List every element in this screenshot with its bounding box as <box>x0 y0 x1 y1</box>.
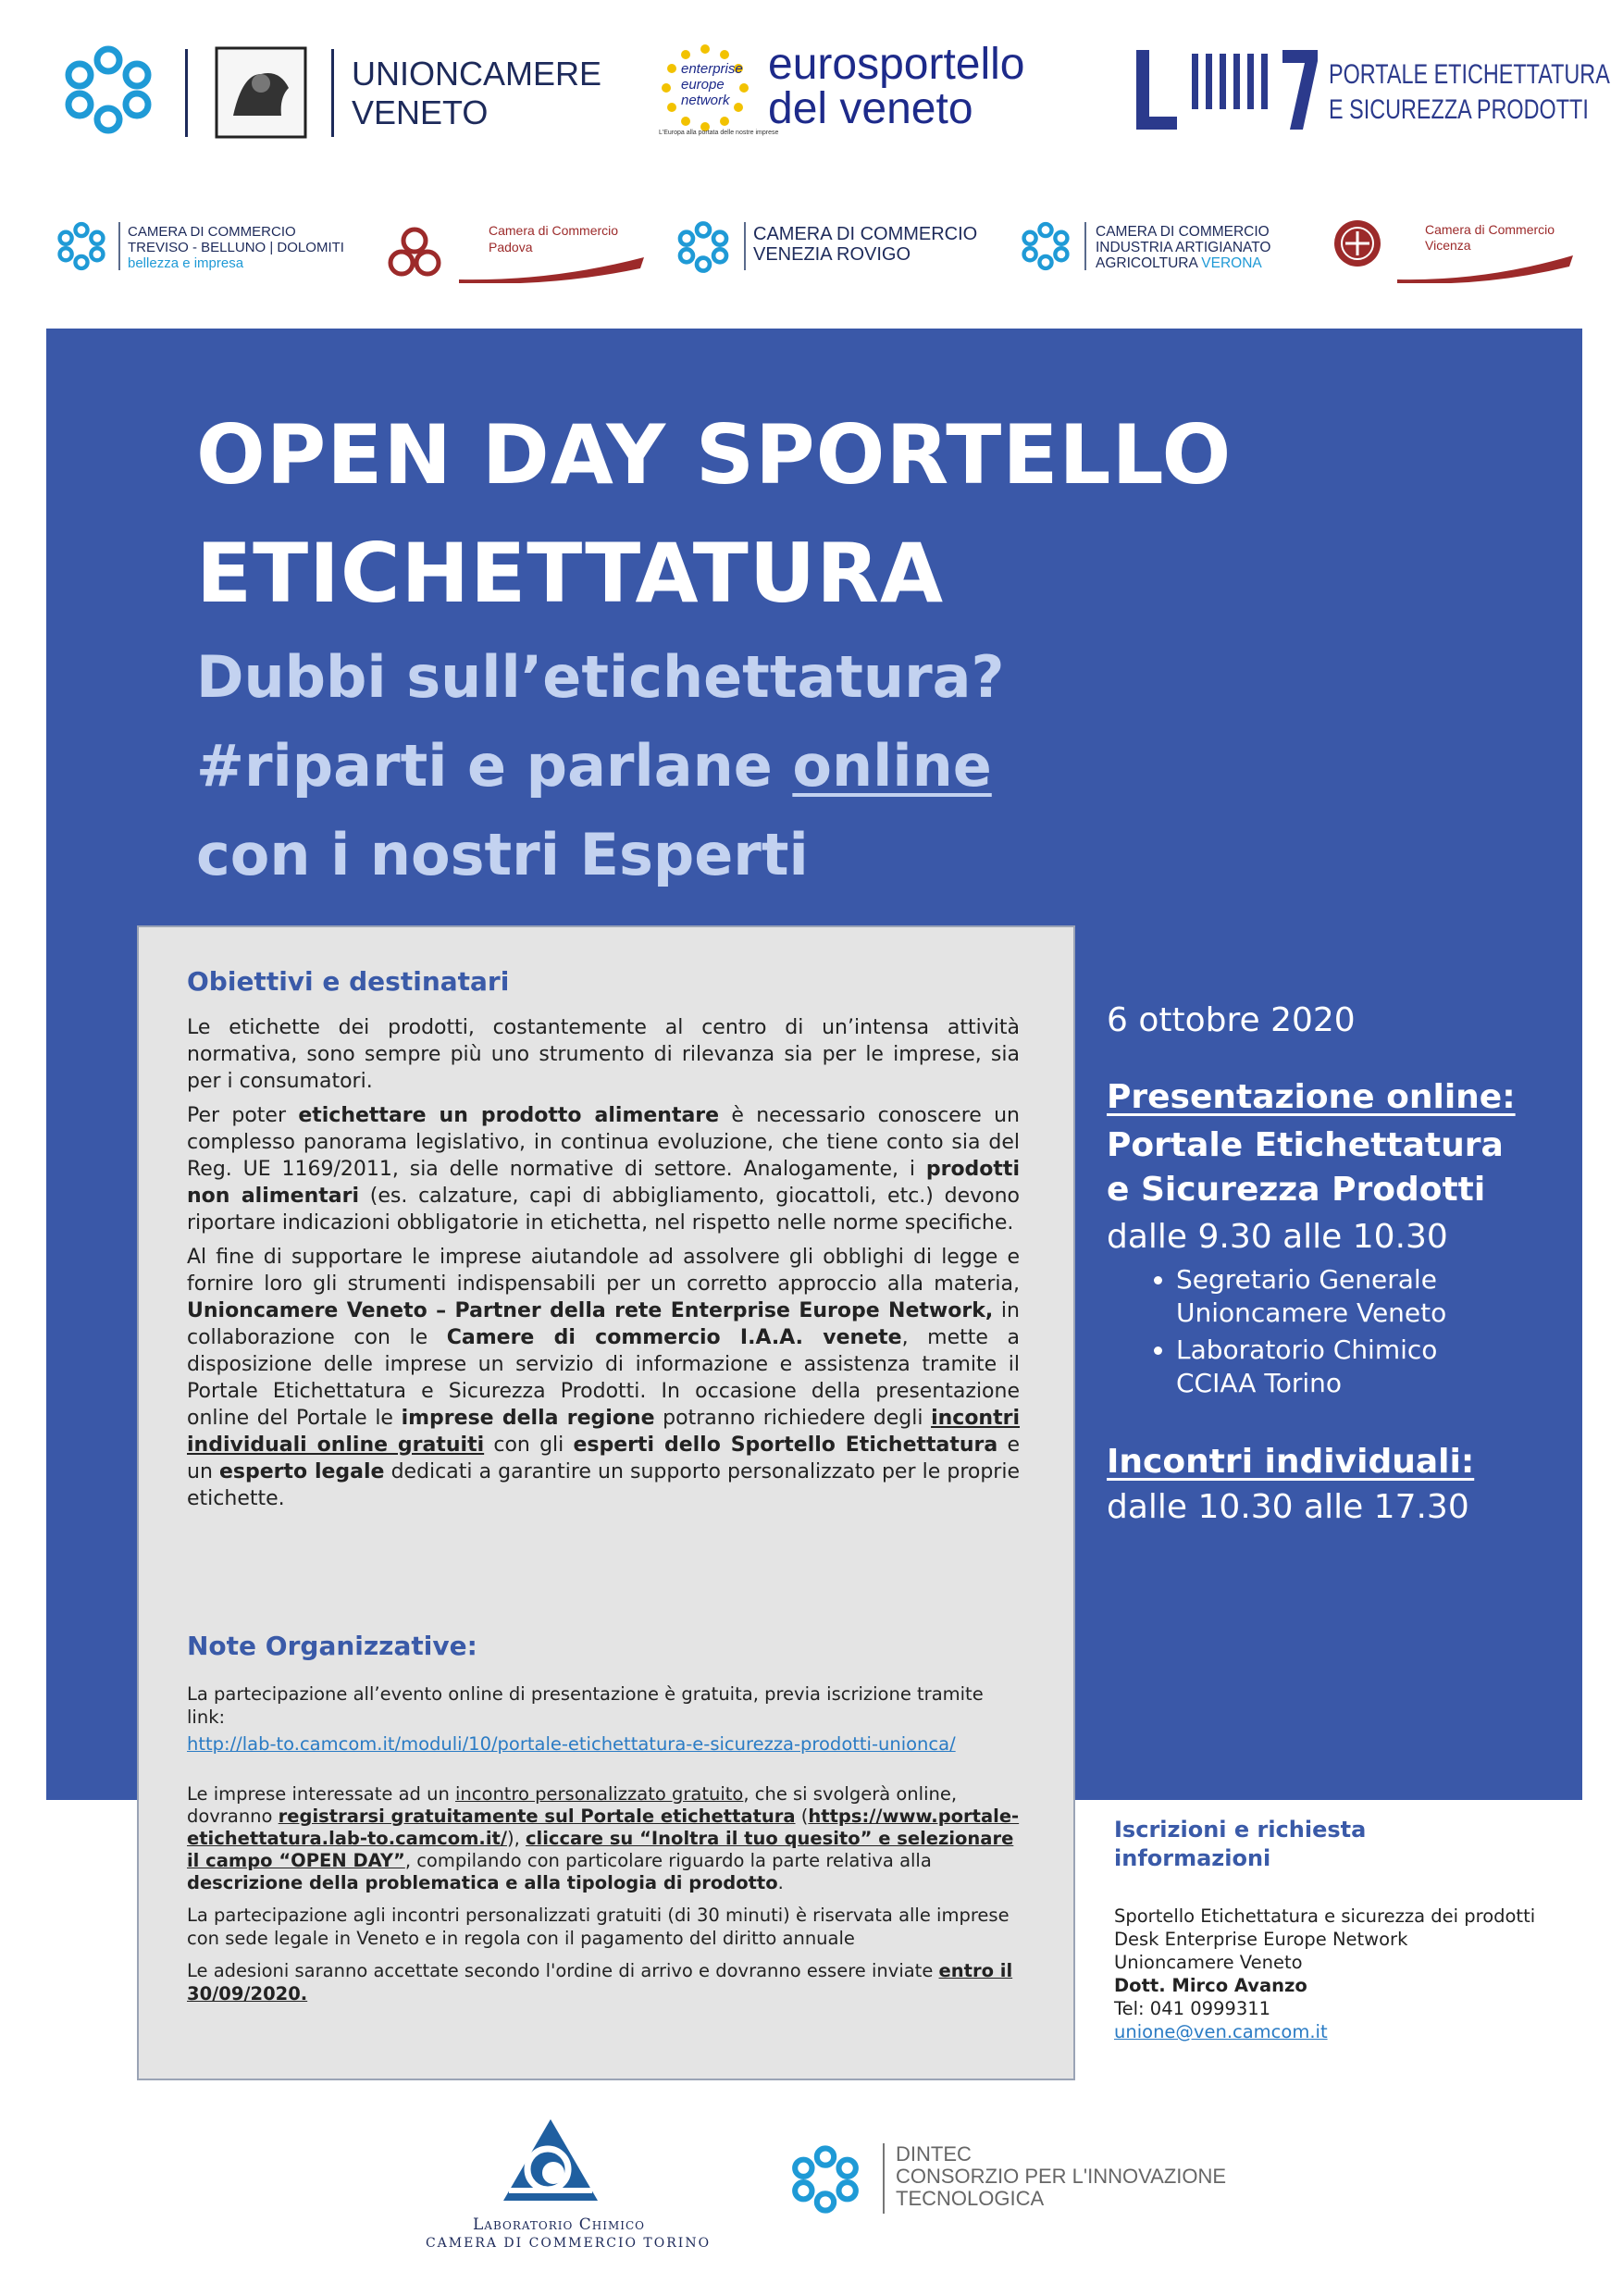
eurosportello-name: eurosportello <box>768 40 1025 89</box>
subtitle-line2: #riparti e parlane online <box>196 732 992 800</box>
portale-line1: PORTALE ETICHETTATURA <box>1329 59 1610 90</box>
padova-line1: Camera di Commercio <box>489 223 619 238</box>
info-heading: Iscrizioni e richiesta informazioni <box>1114 1817 1367 1871</box>
een-line2: europe <box>681 77 725 93</box>
note-body <box>187 1682 1020 2015</box>
unioncamere-region: VENETO <box>352 93 489 131</box>
note-paragraph-2: Le imprese interessate ad un incontro personalizzato gratuito, che si svolgerà online, dovranno registrarsi gratuitamente sul Portale etichettatura (https://www.portale-etichettatura.lab-to.camcom.it/), cliccare su “Inoltra il tuo quesito” e selezionare il campo “OPEN DAY”, compilando con particolare riguardo la parte relativa alla descrizione della problematica e alla tipologia di prodotto. <box>187 1783 1020 1893</box>
registration-link[interactable]: http://lab-to.camcom.it/moduli/10/portale-etichettatura-e-sicurezza-prodotti-unionca/ <box>187 1733 956 1755</box>
note-paragraph-1: La partecipazione all’evento online di presentazione è gratuita, previa iscrizione tramite link: <box>187 1683 984 1728</box>
incontri-heading: Incontri individuali: <box>1107 1443 1475 1481</box>
note-paragraph-3: La partecipazione agli incontri personalizzati gratuiti (di 30 minuti) è riservata alle imprese con sede legale in Veneto e in regola con il pagamento del diritto annuale <box>187 1905 1010 1949</box>
speaker-item: • Laboratorio Chimico CCIAA Torino <box>1176 1334 1560 1400</box>
cciaa-venezia-logo <box>674 218 1007 283</box>
treviso-line3: bellezza e impresa <box>128 255 244 271</box>
speakers-list <box>1107 1263 1560 1400</box>
treviso-line1: CAMERA DI COMMERCIO <box>128 224 296 240</box>
laboratorio-chimico-emblem-icon <box>500 2116 601 2208</box>
event-date: 6 ottobre 2020 <box>1107 1001 1356 1039</box>
venezia-line2: VENEZIA ROVIGO <box>753 244 911 265</box>
contact-name: Dott. Mirco Avanzo <box>1114 1975 1307 1996</box>
info-line: Unioncamere Veneto <box>1114 1952 1303 1973</box>
contact-phone: Tel: 041 0999311 <box>1114 1998 1271 2019</box>
obiettivi-paragraph-1: Le etichette dei prodotti, costantemente al centro di un’intensa attività normativa, sono sempre più uno strumento di rilevanza sia per le imprese, sia per i consumatori. <box>187 1016 1020 1093</box>
title-line2: ETICHETTATURA <box>196 526 945 621</box>
verona-line2: INDUSTRIA ARTIGIANATO <box>1096 240 1271 255</box>
presentazione-title-line1: Portale Etichettatura <box>1107 1126 1504 1164</box>
obiettivi-heading: Obiettivi e destinatari <box>187 966 510 997</box>
cciaa-padova-logo <box>385 218 644 292</box>
een-line3: network <box>681 93 730 108</box>
page-title <box>196 396 1445 633</box>
speaker-item: • Segretario Generale Unioncamere Veneto <box>1176 1263 1560 1330</box>
deadline: entro il 30/09/2020. <box>187 1960 1013 2004</box>
obiettivi-body <box>187 1014 1020 1520</box>
contact-email[interactable]: unione@ven.camcom.it <box>1114 2021 1328 2042</box>
obiettivi-paragraph-3: Al fine di supportare le imprese aiutandole ad assolvere gli obblighi di legge e fornire loro gli strumenti indispensabili per un corretto approccio alla materia, Unioncamere Veneto – Partner della rete Enterprise Europe Network, in collaborazione con le Camere di commercio I.A.A. venete, mette a disposizione delle imprese un servizio di informazione e assistenza tramite il Portale Etichettatura e Sicurezza Prodotti. In occasione della presentazione online del Portale le imprese della regione potranno richiedere degli incontri individuali online gratuiti con gli esperti dello Sportello Etichettatura e un esperto legale dedicati a garantire un supporto personalizzato per le proprie etichette. <box>187 1246 1021 1510</box>
online-emphasis: online <box>792 732 992 800</box>
event-details <box>1107 1001 1560 1526</box>
verona-line3: AGRICOLTURA VERONA <box>1096 255 1262 271</box>
camcom-network-icon <box>57 43 159 136</box>
incontri-time: dalle 10.30 alle 17.30 <box>1107 1488 1469 1526</box>
padova-swoosh-icon <box>459 255 644 283</box>
lion-of-venice-seal-icon <box>215 46 307 139</box>
info-block <box>1114 1816 1549 2043</box>
presentazione-title-line2: e Sicurezza Prodotti <box>1107 1171 1486 1209</box>
note-paragraph-4: Le adesioni saranno accettate secondo l'ordine di arrivo e dovranno essere inviate entro il 30/09/2020. <box>187 1960 1013 2004</box>
venezia-line1: CAMERA DI COMMERCIO <box>753 224 978 244</box>
presentazione-time: dalle 9.30 alle 10.30 <box>1107 1218 1448 1256</box>
laboratorio-chimico-logo <box>389 2116 722 2254</box>
dintec-line3: TECNOLOGICA <box>896 2187 1045 2210</box>
subtitle-line3: con i nostri Esperti <box>196 821 809 888</box>
unioncamere-logo <box>57 42 613 143</box>
padova-emblem-icon <box>385 224 444 283</box>
padova-line2: Padova <box>489 240 533 254</box>
info-line: Sportello Etichettatura e sicurezza dei prodotti <box>1114 1905 1536 1927</box>
treviso-line2: TREVISO - BELLUNO | DOLOMITI <box>128 240 344 255</box>
lab-line2: CAMERA DI COMMERCIO TORINO <box>425 2236 712 2251</box>
verona-name: VERONA <box>1201 255 1262 271</box>
verona-line1: CAMERA DI COMMERCIO <box>1096 224 1270 240</box>
presentazione-heading: Presentazione online: <box>1107 1078 1516 1116</box>
eurosportello-logo <box>659 37 1094 139</box>
camcom-network-icon <box>54 218 109 274</box>
obiettivi-paragraph-2: Per poter etichettare un prodotto alimentare è necessario conoscere un complesso panorama legislativo, in continua evoluzione, che tiene conto sia del Reg. UE 1169/2011, sia delle normative di settore. Analogamente, i prodotti non alimentari (es. calzature, capi di abbigliamento, giocattoli, etc.) devono riportare indicazioni obbligatorie in etichetta, nel rispetto nelle norme specifiche. <box>187 1104 1021 1235</box>
cciaa-verona-logo <box>1018 218 1314 283</box>
vicenza-line2: Vicenza <box>1425 238 1471 253</box>
title-line1: OPEN DAY SPORTELLO <box>196 407 1233 503</box>
portale-line2: E SICUREZZA PRODOTTI <box>1329 94 1589 125</box>
een-tagline: L'Europa alla portata delle nostre imprese <box>659 130 779 136</box>
subtitle-line1: Dubbi sull’etichettatura? <box>196 643 1005 711</box>
dintec-logo <box>787 2138 1249 2221</box>
vicenza-seal-icon <box>1332 218 1382 268</box>
eurosportello-region: del veneto <box>768 84 973 133</box>
barcode-label-icon <box>1136 46 1321 139</box>
lab-line1: Laboratorio Chimico <box>473 2215 645 2234</box>
camcom-network-icon <box>787 2141 864 2217</box>
note-heading: Note Organizzative: <box>187 1631 477 1661</box>
camcom-network-icon <box>674 218 733 276</box>
subtitle <box>196 633 1307 900</box>
een-line1: enterprise <box>681 61 743 77</box>
cciaa-vicenza-logo <box>1332 217 1573 291</box>
unioncamere-name: UNIONCAMERE <box>352 55 602 93</box>
vicenza-swoosh-icon <box>1397 254 1573 283</box>
vicenza-line1: Camera di Commercio <box>1425 222 1555 237</box>
dintec-line2: CONSORZIO PER L'INNOVAZIONE <box>896 2165 1227 2188</box>
portale-etichettatura-logo <box>1136 46 1610 148</box>
dintec-name: DINTEC <box>896 2142 972 2166</box>
camcom-network-icon <box>1018 218 1073 274</box>
info-line: Desk Enterprise Europe Network <box>1114 1929 1408 1950</box>
cciaa-treviso-logo <box>54 218 350 283</box>
